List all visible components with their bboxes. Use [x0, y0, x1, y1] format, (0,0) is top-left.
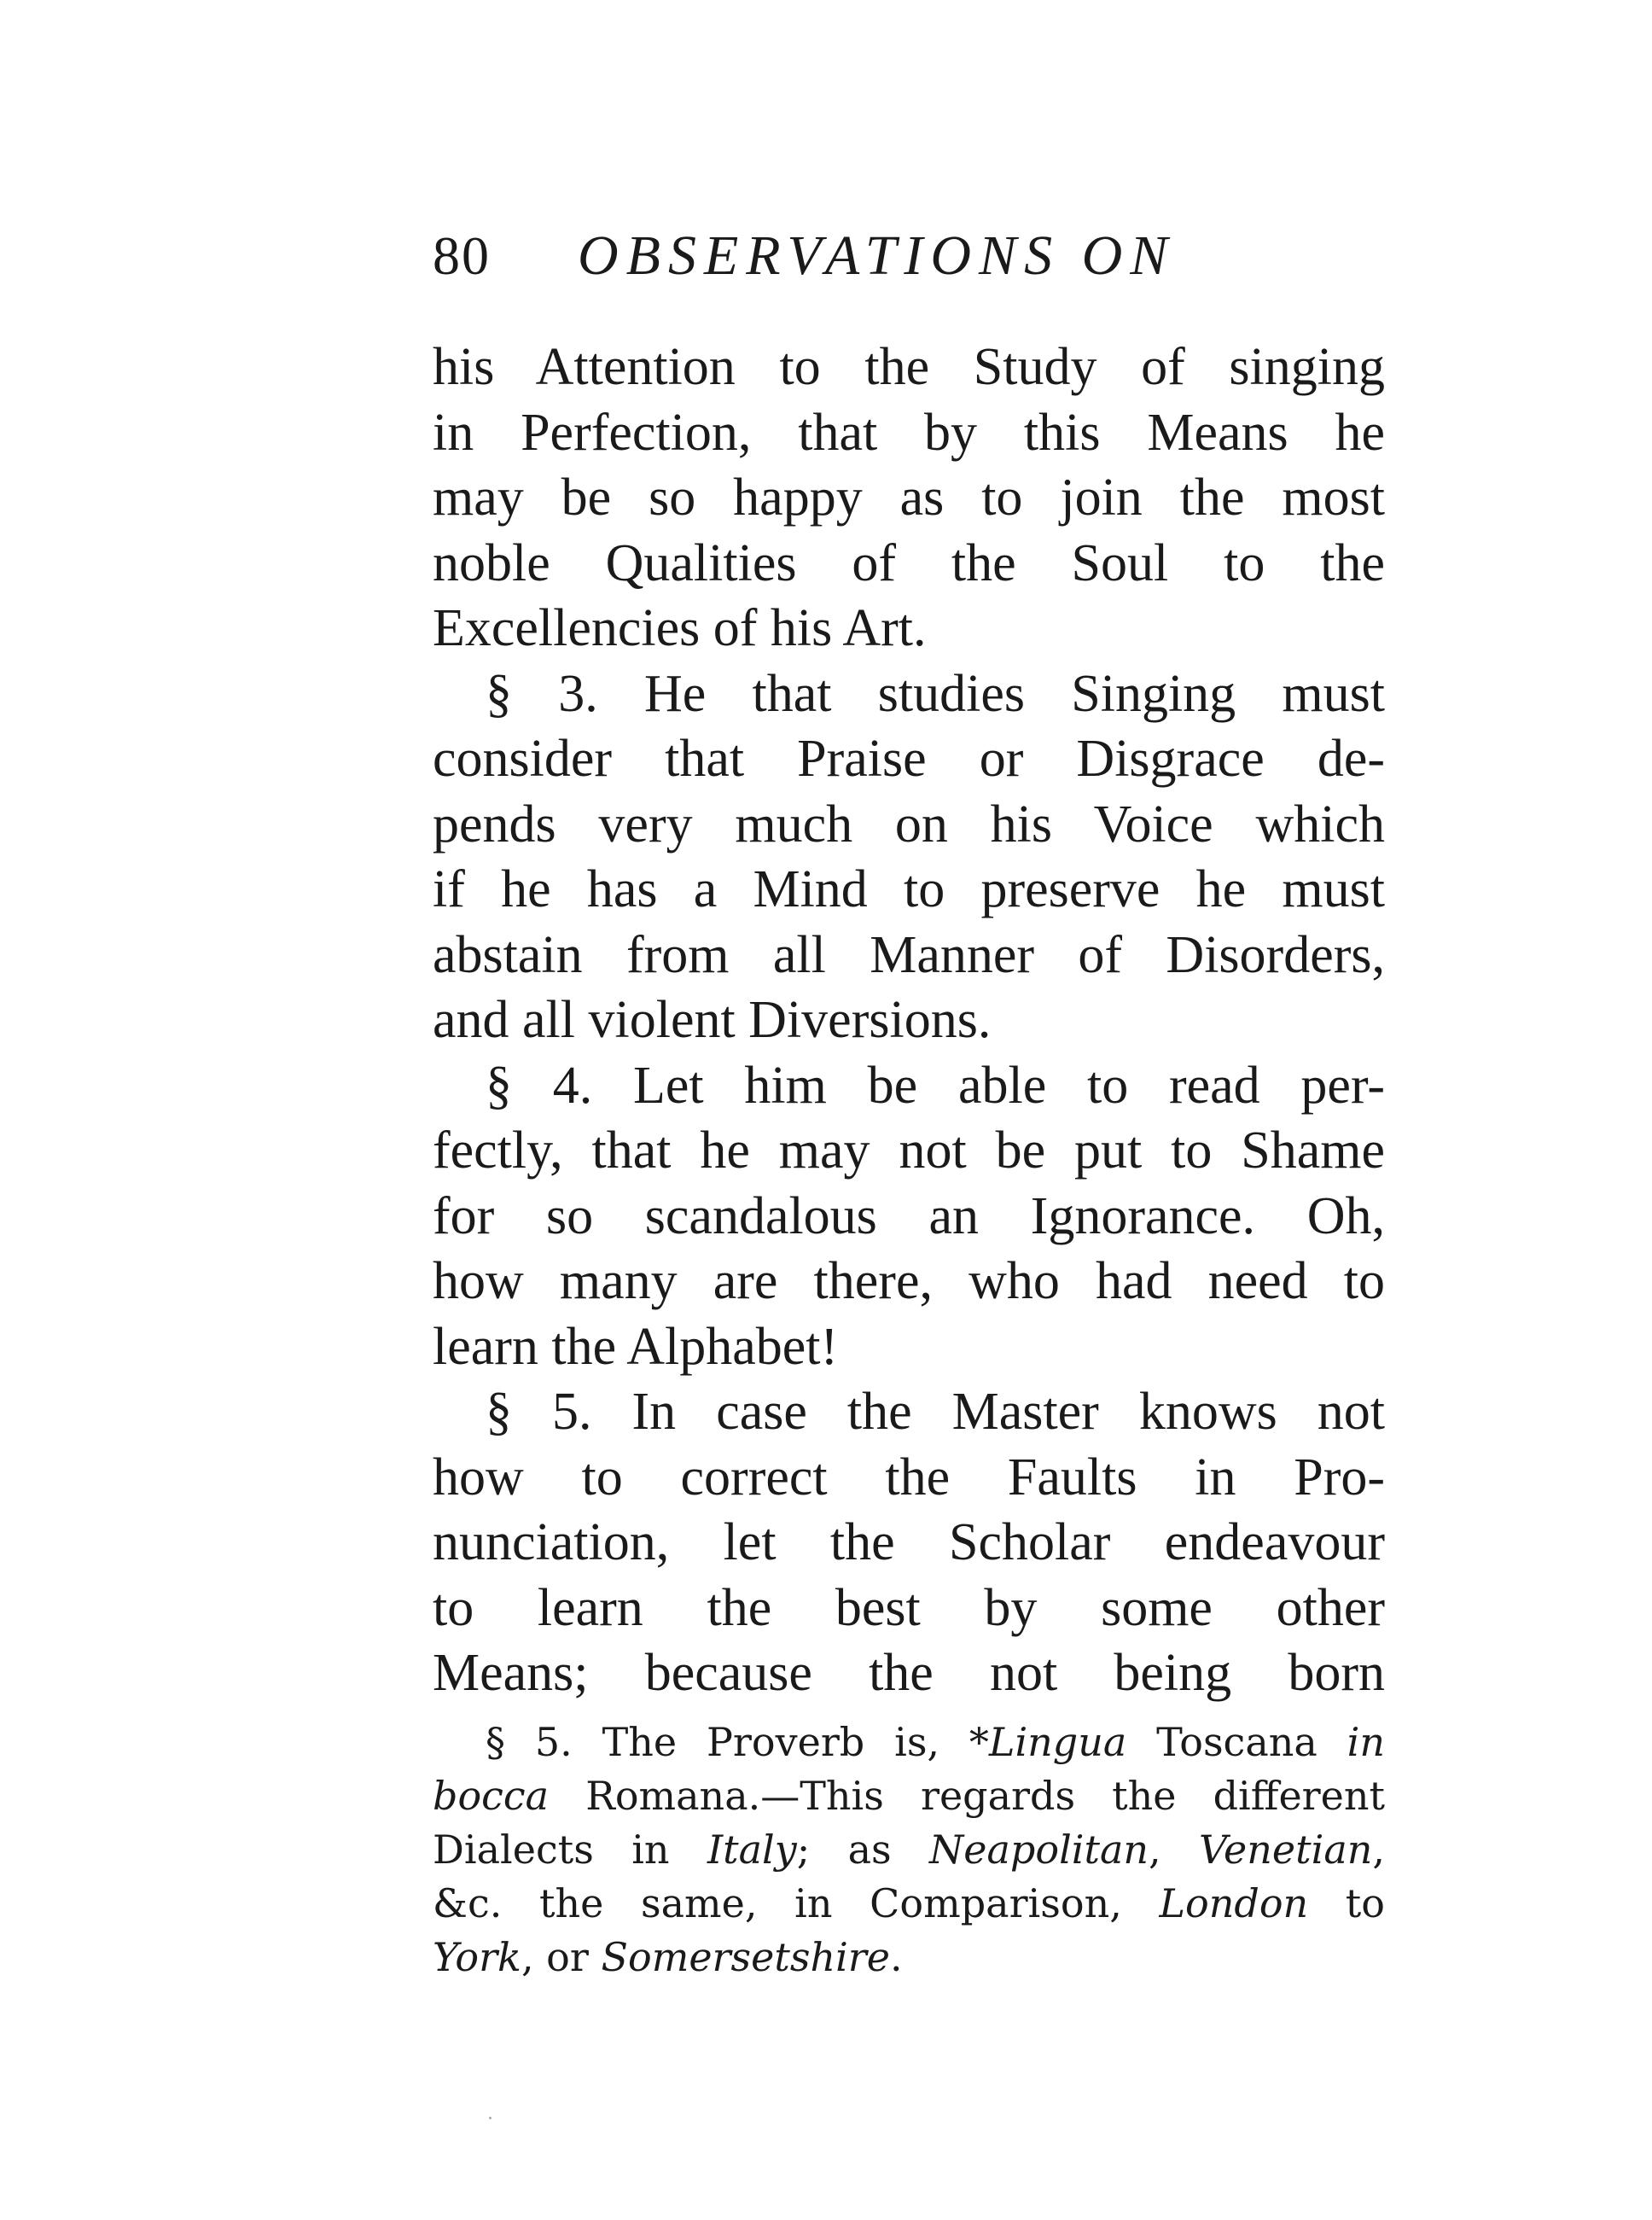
footnote-italic: London [1159, 1880, 1309, 1926]
body-line: Means; because the not being born [433, 1644, 1385, 1702]
footnote-line [433, 1716, 1385, 1769]
body-line: fectly, that he may not be put to Shame [433, 1122, 1385, 1180]
footnote-line [433, 1769, 1385, 1823]
footnote-line [433, 1877, 1385, 1931]
footnote-line [433, 1931, 1385, 1984]
footnote-text: Dialects in [433, 1827, 707, 1873]
running-head [433, 218, 1405, 294]
footnote-italic: Italy [707, 1827, 797, 1873]
body-line: how many are there, who had need to [433, 1252, 1385, 1310]
footnote-italic: Somersetshire [601, 1934, 891, 1980]
footnote-italic: Venetian [1199, 1827, 1373, 1873]
body-line: for so scandalous an Ignorance. Oh, [433, 1186, 1385, 1245]
footnote-text: Toscana [1126, 1719, 1347, 1765]
footnote-text: Romana.—This regards the different [549, 1773, 1385, 1819]
body-line: may be so happy as to join the most [433, 469, 1385, 527]
section-5-start: § 5. In case the Master knows not [486, 1383, 1385, 1441]
scan-speck [489, 2117, 492, 2119]
footnote-italic: Lingua [988, 1719, 1127, 1765]
body-line: his Attention to the Study of singing [433, 338, 1385, 396]
body-line: pends very much on his Voice which [433, 795, 1385, 854]
body-line: noble Qualities of the Soul to the [433, 533, 1385, 592]
footnote-text: , [1372, 1827, 1385, 1873]
footnote-text: , or [521, 1934, 602, 1980]
footnote [433, 1716, 1385, 1984]
body-line: learn the Alphabet! [433, 1317, 839, 1376]
body-line: in Perfection, that by this Means he [433, 403, 1385, 462]
footnote-text: to [1308, 1880, 1385, 1926]
body-line: and all violent Diversions. [433, 991, 992, 1049]
body-line: how to correct the Faults in Pro- [433, 1448, 1385, 1506]
body-line: abstain from all Manner of Disorders, [433, 925, 1385, 984]
footnote-italic: York [433, 1934, 521, 1980]
running-head-title: OBSERVATIONS ON [578, 224, 1176, 287]
footnote-italic: Neapolitan [929, 1827, 1149, 1873]
footnote-text: § 5. The Proverb is, * [486, 1719, 989, 1765]
footnote-text: . [890, 1934, 903, 1980]
body-line: nunciation, let the Scholar endeavour [433, 1513, 1385, 1571]
section-3-start: § 3. He that studies Singing must [486, 664, 1385, 723]
body-text [433, 335, 1385, 1706]
footnote-line [433, 1823, 1385, 1877]
body-line: to learn the best by some other [433, 1578, 1385, 1637]
page-number: 80 [433, 225, 491, 286]
section-4-start: § 4. Let him be able to read per- [486, 1056, 1385, 1115]
footnote-text: &c. the same, in Comparison, [433, 1880, 1160, 1926]
footnote-text: , [1149, 1827, 1200, 1873]
footnote-italic: in [1347, 1719, 1385, 1765]
footnote-italic: bocca [433, 1773, 550, 1819]
footnote-text: ; as [796, 1827, 930, 1873]
body-line: consider that Praise or Disgrace de- [433, 730, 1385, 788]
body-line: Excellencies of his Art. [433, 599, 927, 657]
body-line: if he has a Mind to preserve he must [433, 860, 1385, 918]
